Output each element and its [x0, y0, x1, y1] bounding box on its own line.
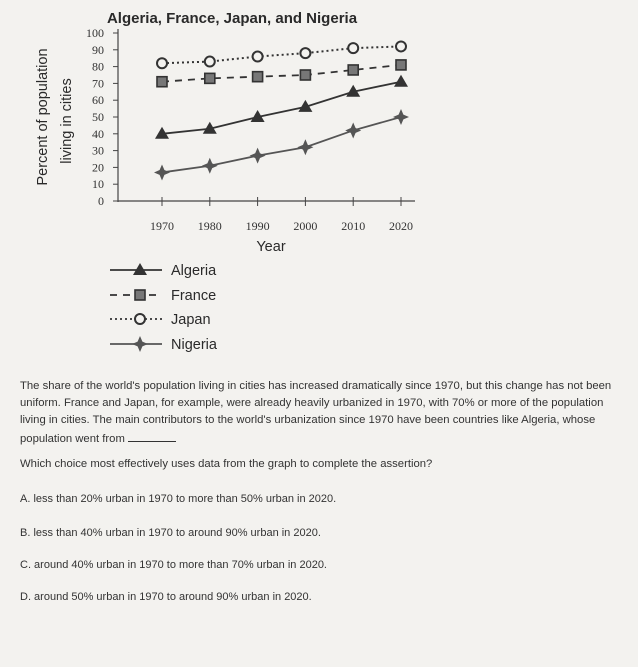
y-tick-label: 0	[98, 194, 104, 208]
chart-title: Algeria, France, Japan, and Nigeria	[106, 10, 358, 27]
x-tick-label: 2000	[293, 219, 318, 233]
legend-marker-nigeria	[132, 336, 148, 352]
data-point-france	[300, 70, 310, 80]
series-line-nigeria	[162, 117, 401, 172]
passage-text	[20, 378, 626, 448]
x-tick-label: 1980	[197, 219, 222, 233]
answer-blank	[128, 430, 176, 442]
data-point-algeria	[394, 75, 408, 87]
choice-a[interactable]: A. less than 20% urban in 1970 to more than 50% urban in 2020.	[20, 493, 337, 505]
y-tick-label: 40	[92, 126, 104, 141]
question-text: Which choice most effectively uses data from the graph to complete the assertion?	[20, 458, 433, 470]
series-line-algeria	[162, 82, 401, 134]
y-tick-label: 20	[92, 160, 104, 175]
y-tick-label: 80	[92, 59, 104, 74]
legend-label-japan: Japan	[171, 312, 211, 328]
data-point-france	[157, 77, 167, 87]
data-point-france	[205, 73, 215, 83]
legend-label-algeria: Algeria	[171, 263, 217, 279]
y-tick-label: 10	[92, 177, 104, 192]
choice-b[interactable]: B. less than 40% urban in 1970 to around 90% urban in 2020.	[20, 527, 321, 539]
legend-marker-algeria	[133, 263, 147, 275]
choice-c[interactable]: C. around 40% urban in 1970 to more than 70% urban in 2020.	[20, 559, 327, 571]
x-tick-label: 1990	[245, 219, 270, 233]
y-tick-label: 100	[86, 26, 104, 40]
data-point-japan	[348, 43, 358, 53]
passage-body: The share of the world's population living in cities has increased dramatically since 1970, but this change has not been uniform. France and Japan, for example, were already heavily urbanized in 1970, with 70% or more of the population living in cities. The main contributors to the world's urbanization since 1970 have been countries like Algeria, whose population went from	[20, 380, 612, 445]
data-point-france	[348, 65, 358, 75]
data-point-japan	[396, 41, 406, 51]
data-point-nigeria	[250, 148, 266, 164]
legend-marker-japan	[135, 314, 145, 324]
data-point-japan	[300, 48, 310, 58]
series-line-france	[162, 65, 401, 82]
data-point-japan	[157, 58, 167, 68]
data-point-france	[253, 72, 263, 82]
choice-d[interactable]: D. around 50% urban in 1970 to around 90% urban in 2020.	[20, 591, 312, 603]
series-line-japan	[162, 46, 401, 63]
x-tick-label: 1970	[150, 219, 174, 233]
y-tick-label: 60	[92, 93, 104, 108]
data-point-japan	[253, 52, 263, 62]
y-axis-label-line1: Percent of population	[35, 48, 51, 186]
y-tick-label: 90	[92, 42, 104, 57]
y-tick-label: 30	[92, 143, 104, 158]
y-axis-label-line2: living in cities	[59, 78, 75, 164]
y-tick-label: 70	[92, 76, 104, 91]
legend-label-nigeria: Nigeria	[171, 337, 217, 353]
data-point-nigeria	[345, 122, 361, 138]
x-tick-label: 2010	[341, 219, 366, 233]
data-point-nigeria	[297, 139, 313, 155]
y-tick-label: 50	[92, 110, 104, 124]
legend-label-france: France	[171, 288, 217, 304]
x-tick-label: 2020	[389, 219, 413, 233]
x-axis-label: Year	[256, 239, 286, 255]
data-point-nigeria	[393, 109, 409, 125]
data-point-nigeria	[154, 164, 170, 180]
data-point-france	[396, 60, 406, 70]
data-point-japan	[205, 57, 215, 67]
data-point-nigeria	[202, 158, 218, 174]
legend-marker-france	[135, 290, 145, 300]
